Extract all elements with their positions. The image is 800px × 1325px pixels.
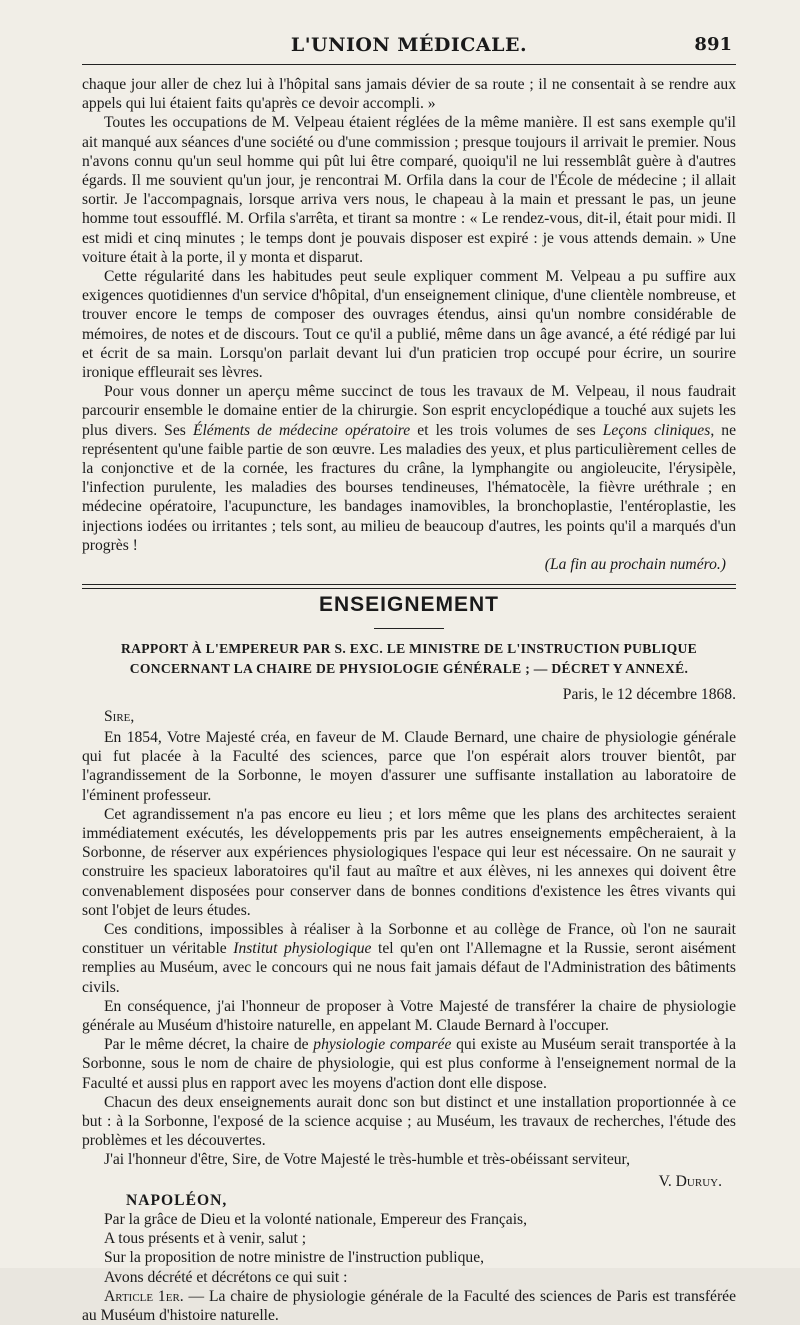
paragraph [82,1035,736,1093]
text-run: Par le même décret, la chaire de [104,1036,314,1054]
dateline: Paris, le 12 décembre 1868. [562,686,736,704]
paragraph: Avons décrété et décrétons ce qui suit : [104,1268,348,1286]
article-body [82,75,736,1325]
italic-term: Institut physiologique [233,940,372,958]
paragraph: J'ai l'honneur d'être, Sire, de Votre Majesté le très-humble et très-obéissant serviteur, [104,1151,630,1169]
paragraph: Cet agrandissement n'a pas encore eu lieu ; et lors même que les plans des architectes seraient immédiatement exécutés, les développements pris par les autres enseignements empêcheraient, à la Sorbonne, de réserver aux expériences physiologiques l'espace qui leur est nécessaire. On ne saurait y construire les spacieux laboratoires qu'il faut au maître et aux élèves, ni les annexes qui doivent être convenablement disposées pour conserver dans de bonnes conditions d'existence les êtres vivants qui sont l'objet de leurs études. [82,805,736,919]
paragraph [82,382,736,555]
text-run: , ne représentent qu'une faible partie de son œuvre. Les maladies des yeux, et plus particulièrement celles de la conjonctive et de la cornée, les fractures du crâne, la lymphangite ou angioleucite, l'érysipèle, l'infection purulente, les maladies des bourses tendineuses, l'hématocèle, la fièvre uréthrale ; en médecine opératoire, l'acupuncture, les bandages inamovibles, la bronchoplastie, l'entéroplastie, les injections iodées ou irritantes ; tels sont, au milieu de beaucoup d'autres, les points qu'il a marqués d'un progrès ! [82,421,737,554]
text-run: — La chaire de physiologie générale de la Faculté des sciences de Paris est transférée au Muséum d'histoire naturelle. [82,1287,736,1324]
running-header [82,30,736,65]
italic-title: Leçons cliniques [602,421,711,439]
italic-term: physiologie comparée [313,1036,452,1054]
paragraph: Chacun des deux enseignements aurait donc son but distinct et une installation proportionnée à ce but : à la Sorbonne, l'exposé de la science acquise ; au Muséum, les travaux de recherches, l'étude des problèmes et les découvertes. [82,1093,736,1150]
signature: V. Duruy. [658,1172,722,1190]
text-run: tel qu'en ont l'Allemagne et la Russie, seront aisément remplies au Muséum, avec le concours qui ne nous fait jamais défaut de l'Administration des bâtiments civils. [82,940,736,996]
report-title-line: CONCERNANT LA CHAIRE DE PHYSIOLOGIE GÉNÉRALE ; — DÉCRET Y ANNEXÉ. [129,661,689,677]
report-title [82,639,736,679]
page-number: 891 [694,34,732,55]
paragraph: Par la grâce de Dieu et la volonté nationale, Empereur des Français, [104,1210,528,1228]
paragraph: En conséquence, j'ai l'honneur de proposer à Votre Majesté de transférer la chaire de physiologie générale au Muséum d'histoire naturelle, en appelant M. Claude Bernard à l'occuper. [82,997,736,1034]
text-run: Ces conditions, impossibles à réaliser à la Sorbonne et au collège de France, où l'on ne saurait constituer un véritable [82,920,736,958]
paragraph: En 1854, Votre Majesté créa, en faveur de M. Claude Bernard, une chaire de physiologie générale qui fut placée à la Faculté des sciences, parce que l'on espérait alors trouver bientôt, par l'agrandissement de la Sorbonne, le moyen d'assurer une suffisante installation au laboratoire de l'éminent professeur. [82,728,736,804]
report-title-line: RAPPORT À L'EMPEREUR PAR S. EXC. LE MINISTRE DE L'INSTRUCTION PUBLIQUE [121,641,697,657]
paragraph: Toutes les occupations de M. Velpeau étaient réglées de la même manière. Il est sans exemple qu'il ait manqué aux séances d'une société ou d'une commission ; presque toujours il arrivait le premier. Nous n'avons connu qu'un seul homme qui pût lui être comparé, quoiqu'il ne lui ressemblât guère à d'autres égards. Il me souvient qu'un jour, je rencontrai M. Orfila dans la cour de l'École de médecine ; il allait sortir. Je l'accompagnais, lorsque arriva vers nous, le chapeau à la main et pressant le pas, un jeune homme tout essoufflé. M. Orfila s'arrêta, et tirant sa montre : « Le rendez-vous, dit-il, était pour midi. Il est midi et cinq minutes ; le temps dont je pouvais disposer est expiré : je vous attends demain. » Une voiture était à la porte, il y monta et disparut. [82,114,736,266]
salutation: Sire, [104,707,135,725]
text-run: Pour vous donner un aperçu même succinct de tous les travaux de M. Velpeau, il nous faudrait parcourir ensemble le domaine entier de la chirurgie. Son esprit encyclopédique a touché aux sujets les plus divers. Ses [82,383,736,439]
paragraph: Cette régularité dans les habitudes peut seule expliquer comment M. Velpeau a pu suffire aux exigences quotidiennes d'un service d'hôpital, d'un enseignement clinique, d'une clientèle nombreuse, et trouver encore le temps de composer des ouvrages étendus, ainsi qu'un nombre considérable de mémoires, de notes et de discours. Tout ce qu'il a publié, même dans un âge avancé, a été rédigé par lui et écrit de sa main. Lorsqu'on parlait devant lui d'un praticien trop occupé pour écrire, un sourire ironique effleurait ses lèvres. [82,268,736,382]
continued-note: (La fin au prochain numéro.) [544,556,726,574]
text-run: qui existe au Muséum serait transportée à la Sorbonne, sous le nom de chaire de physiologie, qui est plus conforme à l'enseignement normal de la Faculté et aussi plus en rapport avec les moyens d'action dont elle dispose. [82,1036,736,1092]
paragraph: A tous présents et à venir, salut ; [104,1230,307,1248]
section-divider [82,584,736,589]
divider [374,628,444,629]
text-run: et les trois volumes de ses [410,421,603,439]
paragraph [82,1287,736,1325]
paragraph: chaque jour aller de chez lui à l'hôpital sans jamais dévier de sa route ; il ne consentait à se rendre aux appels qui lui étaient faits qu'après ce devoir accompli. » [82,76,736,113]
paragraph [82,920,736,997]
section-title: ENSEIGNEMENT [318,593,500,617]
journal-title: L'UNION MÉDICALE. [290,34,528,56]
article-label: Article 1er. [104,1287,184,1305]
italic-title: Éléments de médecine opératoire [192,421,411,439]
decree-heading: NAPOLÉON, [126,1191,228,1209]
paragraph: Sur la proposition de notre ministre de l'instruction publique, [104,1249,485,1267]
